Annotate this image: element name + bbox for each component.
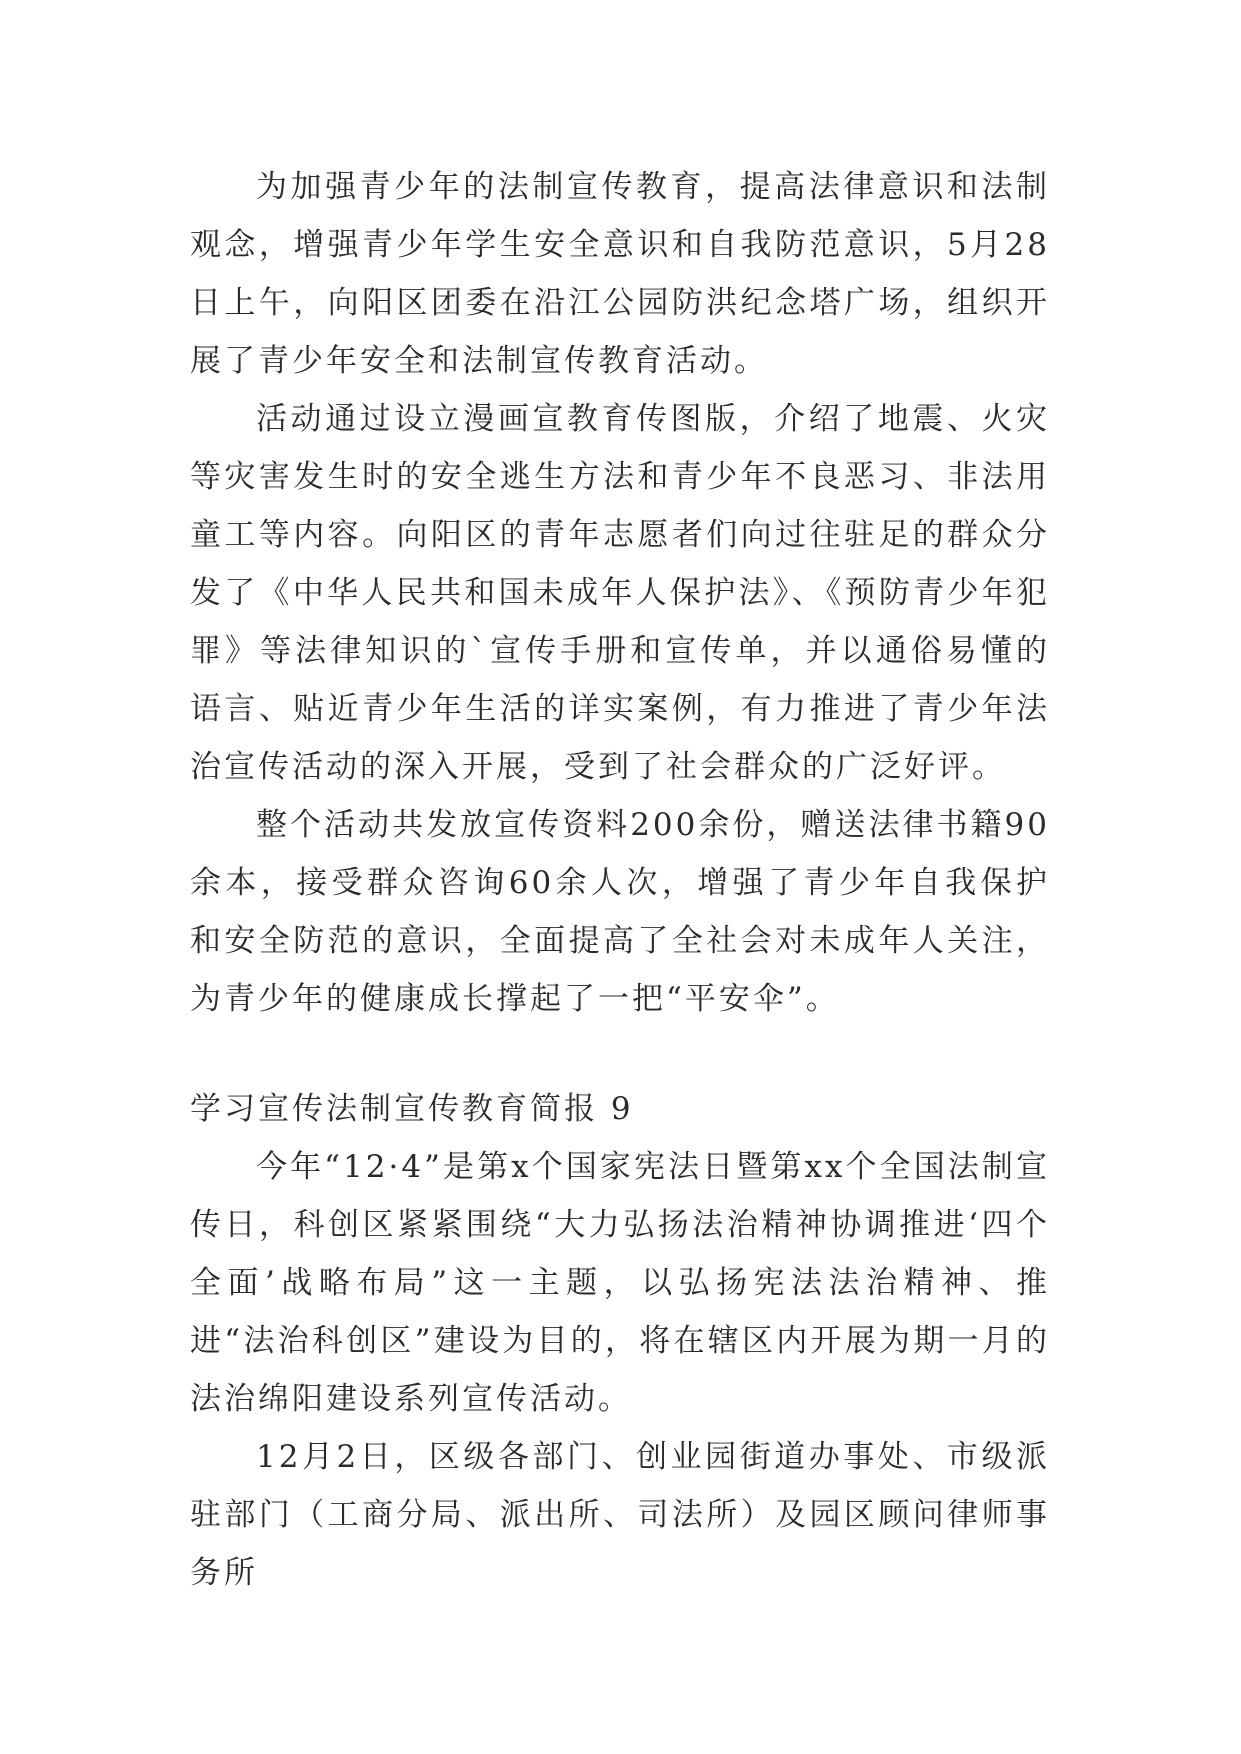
paragraph-activity-content: 活动通过设立漫画宣教育传图版，介绍了地震、火灾等灾害发生时的安全逃生方法和青少年不良恶习、非法用童工等内容。向阳区的青年志愿者们向过往驻足的群众分发了《中华人民共和国未成年人保护法》、《预防青少年犯罪》等法律知识的`宣传手册和宣传单，并以通俗易懂的语言、贴近青少年生活的详实案例，有力推进了青少年法治宣传活动的深入开展，受到了社会群众的广泛好评。	[190, 401, 1050, 785]
paragraph-activity-results: 整个活动共发放宣传资料200余份，赠送法律书籍90余本，接受群众咨询60余人次，增强了青少年自我保护和安全防范的意识，全面提高了全社会对未成年人关注，为青少年的健康成长撑起了一把“平安伞”。	[190, 807, 1050, 1017]
paragraph-december-event: 12月2日，区级各部门、创业园街道办事处、市级派驻部门（工商分局、派出所、司法所）及园区顾问律师事务所	[190, 1439, 1050, 1591]
paragraph-constitution-day: 今年“12·4”是第x个国家宪法日暨第xx个全国法制宣传日，科创区紧紧围绕“大力弘扬法治精神协调推进‘四个全面’战略布局”这一主题，以弘扬宪法法治精神、推进“法治科创区”建设为目的，将在辖区内开展为期一月的法治绵阳建设系列宣传活动。	[190, 1149, 1050, 1417]
paragraph-activity-intro: 为加强青少年的法制宣传教育，提高法律意识和法制观念，增强青少年学生安全意识和自我防范意识，5月28日上午，向阳区团委在沿江公园防洪纪念塔广场，组织开展了青少年安全和法制宣传教育活动。	[190, 169, 1050, 379]
section-heading: 学习宣传法制宣传教育简报 9	[190, 1091, 634, 1127]
